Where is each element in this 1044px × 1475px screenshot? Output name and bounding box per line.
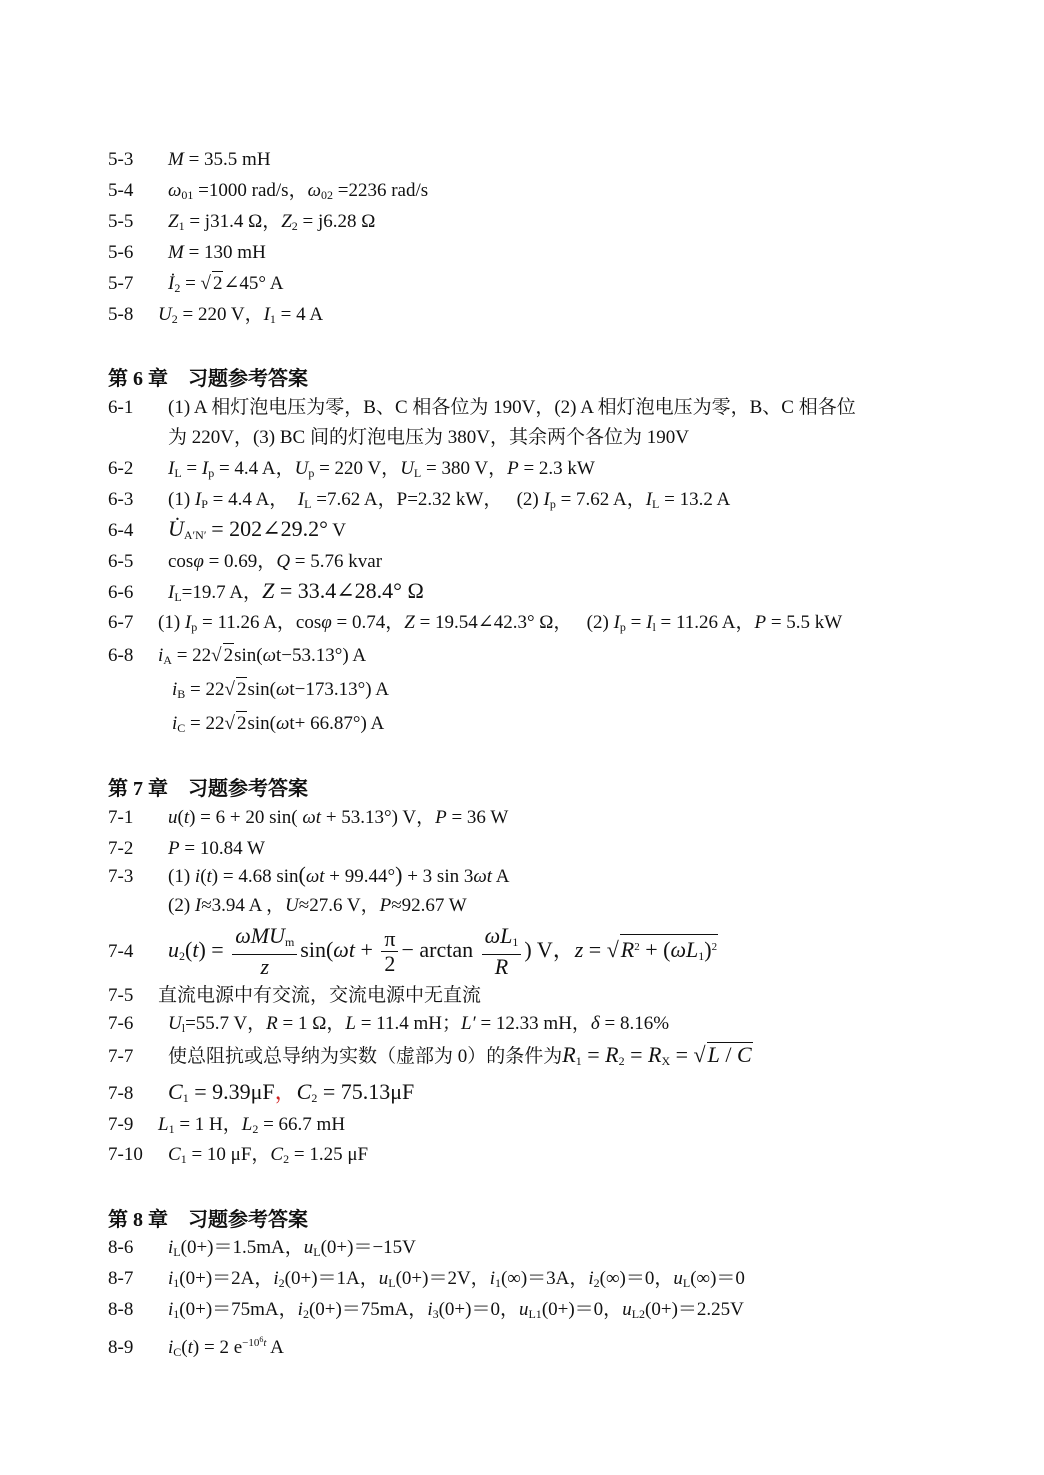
answer-value: $i_1(0+)=2A$，$i_2(0+)=1A$，$u_L(0+)=2V$，$i_1(\infty)=3A$，$i_2(\infty)=0$，$u_L(\infty)=0$ [168, 1268, 745, 1290]
answer-value: M = 130 mH [168, 242, 266, 263]
answer-value: $L_1 = 1$ H，$L_2 = 66.7$ mH [158, 1114, 346, 1136]
answer-7-6 [108, 1012, 669, 1040]
answer-value: $U̇_{A'N'}$ = 202∠29.2° V [168, 516, 347, 542]
answer-value: $\omega_{01} =1000$ rad/s，$\omega_{02} =2236$ rad/s [168, 180, 429, 202]
answer-value: M = 35.5 mH [168, 149, 271, 170]
answer-number: 7-10 [108, 1144, 143, 1165]
answer-value: (1) $I_p = 11.26$ A，cosφ = 0.74，Z = 19.54∠42.3° Ω， (2) $I_p = I_l = 11.26$ A，P = 5.5 kW [158, 612, 843, 634]
answer-value: (1) i(t) = 4.68 sin(ωt + 99.44°) + 3 sin 3ωt A [168, 862, 510, 887]
answer-6-4 [108, 517, 346, 547]
answer-6-3 [108, 488, 730, 516]
answer-value: P = 10.84 W [168, 838, 265, 859]
answer-6-5 [108, 550, 382, 574]
answer-number: 7-3 [108, 866, 134, 887]
answer-number: 7-8 [108, 1083, 134, 1104]
answer-value: $i_1(0+)=75mA$，$i_2(0+)=75mA$，$i_3(0+)=0$，$u_{L1}(0+)=0$，$u_{L2}(0+)=2.25V$ [168, 1299, 744, 1321]
answer-number: 5-8 [108, 304, 134, 325]
answer-8-8 [108, 1298, 744, 1326]
answer-number: 6-5 [108, 551, 134, 572]
answer-5-5 [108, 210, 375, 238]
answer-number: 7-5 [108, 985, 134, 1006]
answer-number: 5-5 [108, 211, 134, 232]
answer-6-8-ib: $i_B = 22√$ 2sin(ωt−173.13°) A [172, 679, 389, 701]
answer-value: $I_L = I_p = 4.4$ A，$U_p = 220$ V，$U_L = 380$ V，P = 2.3 kW [168, 458, 595, 480]
answer-7-3-part2: (2) I≈3.94 A ，U≈27.6 V，P≈92.67 W [168, 895, 467, 916]
answer-value: $C_1 = 10$ μF，$C_2 = 1.25$ μF [168, 1144, 369, 1166]
answer-number: 5-7 [108, 273, 134, 294]
answer-value: $i_C(t) = 2$ $e^{-10^6t}$ A [168, 1335, 284, 1359]
answer-number: 7-4 [108, 941, 134, 963]
answer-5-4 [108, 179, 428, 207]
answer-6-7 [108, 611, 842, 639]
answer-number: 6-3 [108, 489, 134, 510]
answer-number: 8-8 [108, 1299, 134, 1320]
answer-value: 直流电源中有交流，交流电源中无直流 [158, 985, 482, 1006]
chapter-8-heading: 第 8 章 习题参考答案 [108, 1209, 308, 1231]
answer-number: 6-6 [108, 582, 134, 603]
answer-value: $U_l=55.7$ V，R = 1 Ω，L = 11.4 mH；L′ = 12.33 mH，δ = 8.16% [168, 1013, 670, 1035]
answer-7-9 [108, 1113, 345, 1141]
answer-6-8 [108, 643, 366, 672]
answer-6-8-ic: $i_C = 22√$ 2sin(ωt+ 66.87°) A [172, 713, 385, 735]
answer-6-1-continued: 为 220V，(3) BC 间的灯泡电压为 380V，其余两个各位为 190V [168, 427, 689, 448]
answer-8-7 [108, 1267, 745, 1295]
answer-number: 7-2 [108, 838, 134, 859]
answer-7-1 [108, 806, 508, 830]
answer-8-9 [108, 1328, 284, 1364]
answer-7-5 [108, 984, 481, 1008]
answer-5-3 [108, 148, 271, 172]
answer-7-8 [108, 1080, 414, 1110]
answer-number: 6-4 [108, 520, 134, 541]
answer-value: u(t) = 6 + 20 sin( ωt + 53.13°) V，P = 36 W [168, 807, 509, 828]
answer-value: cosφ = 0.69，Q = 5.76 kvar [168, 551, 383, 572]
answer-value: 使总阻抗或总导纳为实数（虚部为 0）的条件为$R_1 = R_2 = R_X = √L / C$ [168, 1042, 752, 1068]
answer-number: 6-8 [108, 645, 134, 666]
answer-6-6 [108, 579, 424, 609]
answer-value: (1) $I_P = 4.4$ A， $I_L =7.62$ A，P=2.32 kW， (2) $I_p = 7.62$ A，$I_L = 13.2$ A [168, 489, 731, 511]
answer-number: 7-9 [108, 1114, 134, 1135]
answer-value: (1) A 相灯泡电压为零，B、C 相各位为 190V，(2) A 相灯泡电压为零，B、C 相各位 [168, 397, 856, 418]
answer-6-2 [108, 457, 595, 485]
answer-number: 8-6 [108, 1237, 134, 1258]
answer-7-2 [108, 837, 265, 861]
answer-number: 7-7 [108, 1046, 134, 1067]
answer-number: 6-1 [108, 397, 134, 418]
answer-5-7 [108, 271, 283, 300]
answer-value: $I_L=19.7$ A，Z = 33.4∠28.4° Ω [168, 578, 424, 604]
answer-value: $U_2 = 220$ V，$I_1 = 4$ A [158, 304, 324, 326]
answer-5-6 [108, 241, 266, 265]
chapter-6-heading: 第 6 章 习题参考答案 [108, 368, 308, 390]
answer-number: 7-6 [108, 1013, 134, 1034]
answer-number: 6-2 [108, 458, 134, 479]
answer-number: 8-9 [108, 1337, 134, 1358]
answer-value: $i_L(0+)=1.5mA$，$u_L(0+)=-15V$ [168, 1237, 416, 1259]
answer-5-8 [108, 303, 323, 331]
answer-7-10 [108, 1143, 368, 1171]
answer-number: 7-1 [108, 807, 134, 828]
answer-number: 5-4 [108, 180, 134, 201]
answer-number: 6-7 [108, 612, 134, 633]
chapter-7-heading: 第 7 章 习题参考答案 [108, 778, 308, 800]
answer-value: $C_1 = 9.39\mu F$，$C_2 = 75.13\mu F$ [168, 1079, 415, 1105]
answer-7-7-text: 使总阻抗或总导纳为实数（虚部为 0）的条件为 [168, 1046, 563, 1067]
answer-value: $u_2(t)$ = $\frac{\omega MU_m}{z}$ sin(ωt + $\frac{\pi}{2}$ − arctan $\frac{\omega L_1}{R}$ ) V，$z = √R^2 + (\omega L_1)^2$ [168, 923, 718, 979]
answer-number: 8-7 [108, 1268, 134, 1289]
answer-value: $İ_2$ = √ 2∠45° A [168, 273, 284, 295]
answer-7-4 [108, 924, 718, 979]
answer-8-6 [108, 1236, 416, 1264]
answer-6-1 [108, 396, 856, 420]
answer-value: $Z_1 = j31.4$ Ω，$Z_2 = j6.28$ Ω [168, 211, 376, 233]
answer-number: 5-6 [108, 242, 134, 263]
answer-7-3 [108, 863, 509, 889]
answer-number: 5-3 [108, 149, 134, 170]
answer-7-7 [108, 1042, 753, 1073]
answer-value: $i_A = 22√$ 2sin(ωt−53.13°) A [158, 645, 367, 667]
